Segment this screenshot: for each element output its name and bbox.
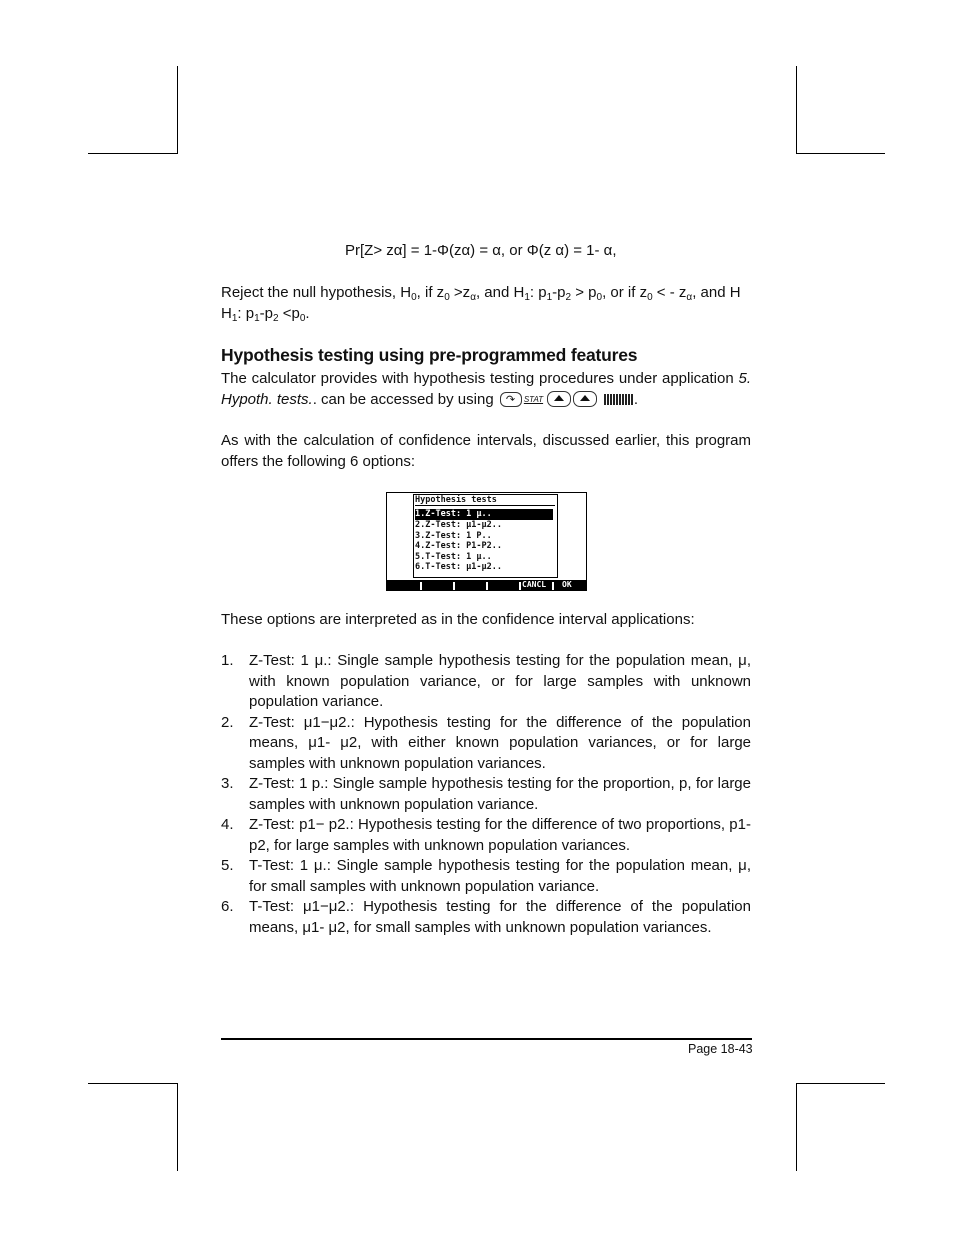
section-heading: Hypothesis testing using pre-programmed features bbox=[221, 345, 638, 365]
crop-mark bbox=[177, 66, 178, 154]
crop-mark bbox=[796, 1083, 797, 1171]
options-intro-paragraph: As with the calculation of confidence intervals, discussed earlier, this program offers the following 6 options: bbox=[221, 432, 751, 470]
ok-softkey-icon bbox=[604, 394, 634, 405]
list-item: 3. Z-Test: 1 p.: Single sample hypothesis testing for the proportion, p, for large samples with unknown population variance. bbox=[221, 775, 751, 813]
screen-option[interactable]: 2.Z-Test: μ1-μ2.. bbox=[415, 520, 502, 530]
ok-softkey[interactable]: OK bbox=[562, 580, 572, 589]
options-list bbox=[221, 651, 751, 938]
screen-option[interactable]: 5.T-Test: 1 μ.. bbox=[415, 552, 492, 562]
formula-line: Pr[Z> zα] = 1-Φ(zα) = α, or Φ(z α) = 1- α, bbox=[345, 242, 617, 259]
screen-option[interactable]: 4.Z-Test: P1-P2.. bbox=[415, 541, 502, 551]
reject-paragraph: Reject the null hypothesis, $H_0$, if $z_0 >z_\alpha$, and $H_1$: $p_1-p_2 > p_0$, or if $z_0$ < - $z_\alpha$, and H $H_1$: $p_1-p_2 <p_0$. bbox=[221, 284, 741, 324]
crop-mark bbox=[88, 153, 177, 154]
softkey-separator bbox=[486, 582, 488, 590]
intro-paragraph: The calculator provides with hypothesis testing procedures under application 5. Hypoth. tests.. can be accessed by using ↷ STAT . bbox=[221, 369, 751, 410]
list-item: 2. Z-Test: μ1−μ2.: Hypothesis testing for the difference of the population means, μ1- μ2, with either known population variances, or for large samples with unknown population variances. bbox=[221, 713, 751, 772]
list-item: 1. Z-Test: 1 μ.: Single sample hypothesis testing for the population mean, μ, with known population variance, or for large samples with unknown population variance. bbox=[221, 652, 751, 710]
crop-mark bbox=[177, 1083, 178, 1171]
list-item: 4. Z-Test: p1− p2.: Hypothesis testing for the difference of two proportions, p1-p2, for large samples with unknown population variances. bbox=[221, 816, 751, 854]
cancel-softkey[interactable]: CANCL bbox=[522, 580, 547, 589]
softkey-separator bbox=[420, 582, 422, 590]
up-arrow-key-icon bbox=[547, 391, 571, 407]
crop-mark bbox=[796, 1083, 885, 1084]
right-shift-key-icon: ↷ bbox=[500, 392, 522, 407]
calculator-screenshot bbox=[386, 492, 587, 591]
softkey-menu-bar bbox=[387, 580, 586, 590]
page-number: Page 18-43 bbox=[688, 1042, 753, 1056]
screen-option[interactable]: 6.T-Test: μ1-μ2.. bbox=[415, 562, 502, 572]
crop-mark bbox=[796, 66, 797, 154]
screen-option[interactable]: 1.Z-Test: 1 μ.. bbox=[415, 509, 553, 520]
up-arrow-key-icon bbox=[573, 391, 597, 407]
screen-option[interactable]: 3.Z-Test: 1 P.. bbox=[415, 531, 492, 541]
softkey-separator bbox=[519, 582, 521, 590]
footer-rule bbox=[221, 1038, 752, 1040]
crop-mark bbox=[88, 1083, 177, 1084]
stat-key-label: STAT bbox=[523, 394, 544, 404]
list-item: 5. T-Test: 1 μ.: Single sample hypothesis testing for the population mean, μ, for small samples with unknown population variance. bbox=[221, 857, 751, 895]
softkey-separator bbox=[453, 582, 455, 590]
crop-mark bbox=[796, 153, 885, 154]
list-item: 6. T-Test: μ1−μ2.: Hypothesis testing for the difference of the population means, μ1- μ2, for small samples with unknown population variances. bbox=[221, 898, 751, 936]
interpret-paragraph: These options are interpreted as in the confidence interval applications: bbox=[221, 611, 695, 628]
softkey-separator bbox=[552, 582, 554, 590]
screen-title: Hypothesis tests bbox=[415, 495, 555, 506]
